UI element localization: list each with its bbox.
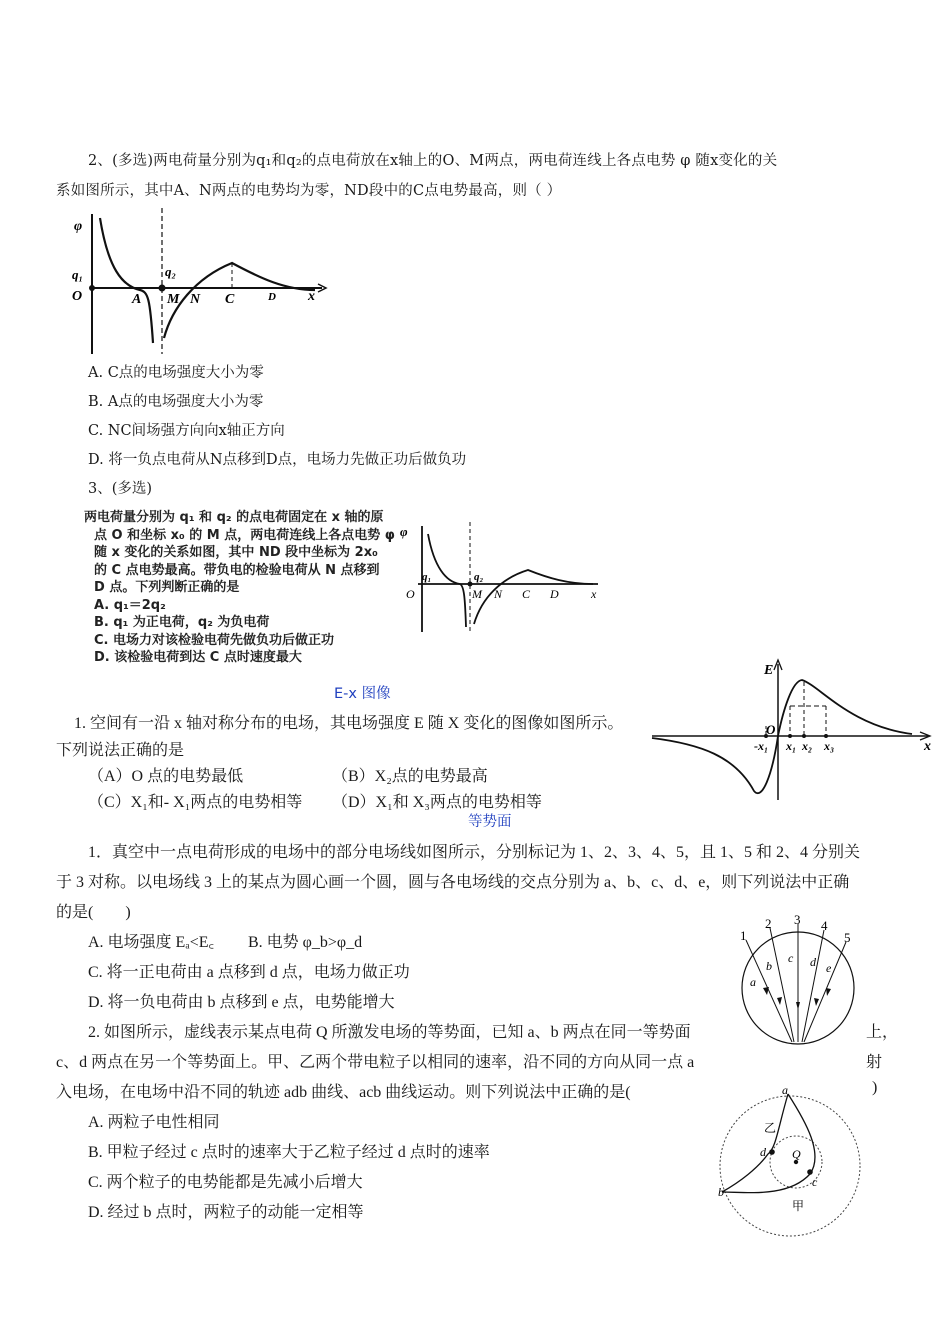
q2-label-c: C [225, 292, 235, 307]
q3-label-x: x [591, 587, 597, 601]
q2-option-d: D. 将一负点电荷从N点移到D点，电场力先做正功后做负功 [88, 452, 467, 468]
field-line-label-5: 5 [844, 930, 851, 945]
q2-label-a: A [132, 292, 142, 307]
charge-q-label: Q [792, 1147, 801, 1161]
eq-q1-line1: 1．真空中一点电荷形成的电场中的部分电场线如图所示，分别标记为 1、2、3、4、5，且 1、5 和 2、4 分别关 [88, 844, 861, 861]
q3-option-line: C. 电场力对该检验电荷先做负功后做正功 [94, 632, 335, 648]
q3-label-q2: q₂ [474, 571, 484, 583]
ex-q1-option-d: （D）X₁和 X₃两点的电势相等 [332, 794, 542, 811]
q3-potential-graph [398, 512, 606, 634]
ex-ylabel: E [764, 663, 774, 678]
eq-q2-line1-tail: 上， [866, 1024, 899, 1041]
q2-label-n: N [190, 292, 201, 307]
eq-q1-line2: 于 3 对称。以电场线 3 上的某点为圆心画一个圆，圆与各电场线的交点分别为 a、b、c、d、e，则下列说法中正确 [56, 874, 850, 891]
eq-q2-line2: c、d 两点在另一个等势面上。甲、乙两个带电粒子以相同的速率，沿不同的方向从同一点 a [56, 1054, 695, 1071]
ex-label-x1: x₁ [786, 739, 797, 753]
point-d-label: d [810, 955, 816, 969]
q2-label-q1: q₁ [72, 267, 84, 282]
equipotential-heading: 等势面 [468, 814, 512, 830]
eq-q1-line3: 的是( ) [56, 904, 131, 921]
q2-line2: 系如图所示，其中A、N两点的电势均为零，ND段中的C点电势最高，则（ ） [56, 183, 562, 199]
field-lines-figure [732, 906, 864, 1046]
q3-ylabel: φ [400, 524, 408, 539]
ex-q1-option-b: （B）X₂点的电势最高 [332, 768, 488, 785]
ex-label-neg-x1: -x₁ [754, 739, 769, 753]
eq-q1-option-d: D. 将一负电荷由 b 点移到 e 点，电势能增大 [88, 994, 395, 1011]
ex-label-x3: x₃ [824, 739, 835, 753]
q3-option-line: A. q₁＝2q₂ [94, 597, 166, 613]
particle-jia-label: 甲 [792, 1199, 805, 1213]
eq-q2-option-c: C. 两个粒子的电势能都是先减小后增大 [88, 1174, 363, 1191]
q3-label-o: O [406, 587, 415, 601]
field-line-label-3: 3 [794, 912, 801, 927]
q2-label-m: M [167, 292, 180, 307]
q3-label-q1: q₁ [422, 571, 432, 583]
q3-text-line: 随 x 变化的关系如图，其中 ND 段中坐标为 2x₀ [94, 545, 378, 560]
q2-label-x: x [308, 289, 315, 304]
equipotential-figure [706, 1082, 866, 1242]
ex-label-x: x [924, 739, 931, 754]
point-a-label: a [750, 975, 756, 989]
eq-point-a-label: a [782, 1083, 788, 1097]
ex-heading: E-x 图像 [334, 686, 391, 702]
point-c-label: c [788, 951, 794, 965]
q3-label-m: M [472, 587, 482, 601]
eq-point-b-label: b [718, 1185, 724, 1199]
q2-option-b: B. A点的电场强度大小为零 [88, 394, 264, 410]
eq-q2-option-d: D. 经过 b 点时，两粒子的动能一定相等 [88, 1204, 364, 1221]
ex-q1-line2: 下列说法正确的是 [56, 742, 185, 759]
q3-text-block [84, 509, 395, 667]
q3-label-c: C [522, 587, 531, 601]
q3-title: 3、(多选) [88, 481, 153, 497]
q2-option-a: A. C点的电场强度大小为零 [88, 365, 264, 381]
q2-label-q2: q₂ [165, 264, 177, 279]
q2-line1: 2、(多选)两电荷量分别为q₁和q₂的点电荷放在x轴上的O、M两点，两电荷连线上各点电势 φ 随x变化的关 [88, 153, 778, 169]
field-line-label-2: 2 [765, 916, 772, 931]
q2-ylabel: φ [74, 219, 83, 234]
eq-q2-line3: 入电场，在电场中沿不同的轨迹 adb 曲线、acb 曲线运动。则下列说法中正确的是( [56, 1084, 631, 1101]
ex-q1-option-a: （A）O 点的电势最低 [88, 768, 244, 785]
q3-text-line: D 点。下列判断正确的是 [94, 580, 240, 595]
eq-q2-line3-tail: ) [872, 1079, 878, 1096]
eq-q2-line2-tail: 射 [866, 1054, 883, 1071]
eq-q2-line1: 2. 如图所示，虚线表示某点电荷 Q 所激发电场的等势面，已知 a、b 两点在同一等势面 [88, 1024, 691, 1041]
q2-label-d: D [268, 291, 276, 303]
field-line-label-4: 4 [821, 918, 828, 933]
q3-text-line: 的 C 点电势最高。带负电的检验电荷从 N 点移到 [94, 562, 380, 578]
q3-text-line: 两电荷量分别为 q₁ 和 q₂ 的点电荷固定在 x 轴的原 [84, 510, 384, 525]
eq-q2-option-b: B. 甲粒子经过 c 点时的速率大于乙粒子经过 d 点时的速率 [88, 1144, 490, 1161]
ex-label-x2: x₂ [802, 739, 813, 753]
field-line-label-1: 1 [740, 928, 747, 943]
ex-field-graph [650, 656, 940, 802]
q2-potential-graph [60, 208, 335, 356]
q2-label-o: O [72, 289, 83, 304]
eq-q1-option-a: A. 电场强度 Eₐ<E꜀ [88, 934, 215, 951]
q3-label-n: N [494, 587, 503, 601]
eq-q2-option-a: A. 两粒子电性相同 [88, 1114, 220, 1131]
q2-option-c: C. NC间场强方向向x轴正方向 [88, 423, 285, 439]
eq-q1-option-b: B. 电势 φ_b>φ_d [248, 934, 363, 951]
q3-label-d: D [550, 587, 559, 601]
q3-option-line: B. q₁ 为正电荷，q₂ 为负电荷 [94, 615, 270, 630]
q3-text-line: 点 O 和坐标 x₀ 的 M 点，两电荷连线上各点电势 φ [94, 527, 395, 543]
ex-q1-line1: 1. 空间有一沿 x 轴对称分布的电场，其电场强度 E 随 X 变化的图像如图所示。 [74, 715, 624, 732]
q3-option-line: D. 该检验电荷到达 C 点时速度最大 [94, 650, 302, 665]
eq-point-c-label: c [812, 1175, 818, 1189]
ex-label-o: O [766, 722, 776, 737]
point-b-label: b [766, 959, 772, 973]
particle-yi-label: 乙 [764, 1121, 777, 1135]
ex-q1-option-c: （C）X₁和- X₁两点的电势相等 [88, 794, 303, 811]
point-e-label: e [826, 961, 832, 975]
eq-q1-option-c: C. 将一正电荷由 a 点移到 d 点，电场力做正功 [88, 964, 410, 981]
eq-point-d-label: d [760, 1145, 766, 1159]
